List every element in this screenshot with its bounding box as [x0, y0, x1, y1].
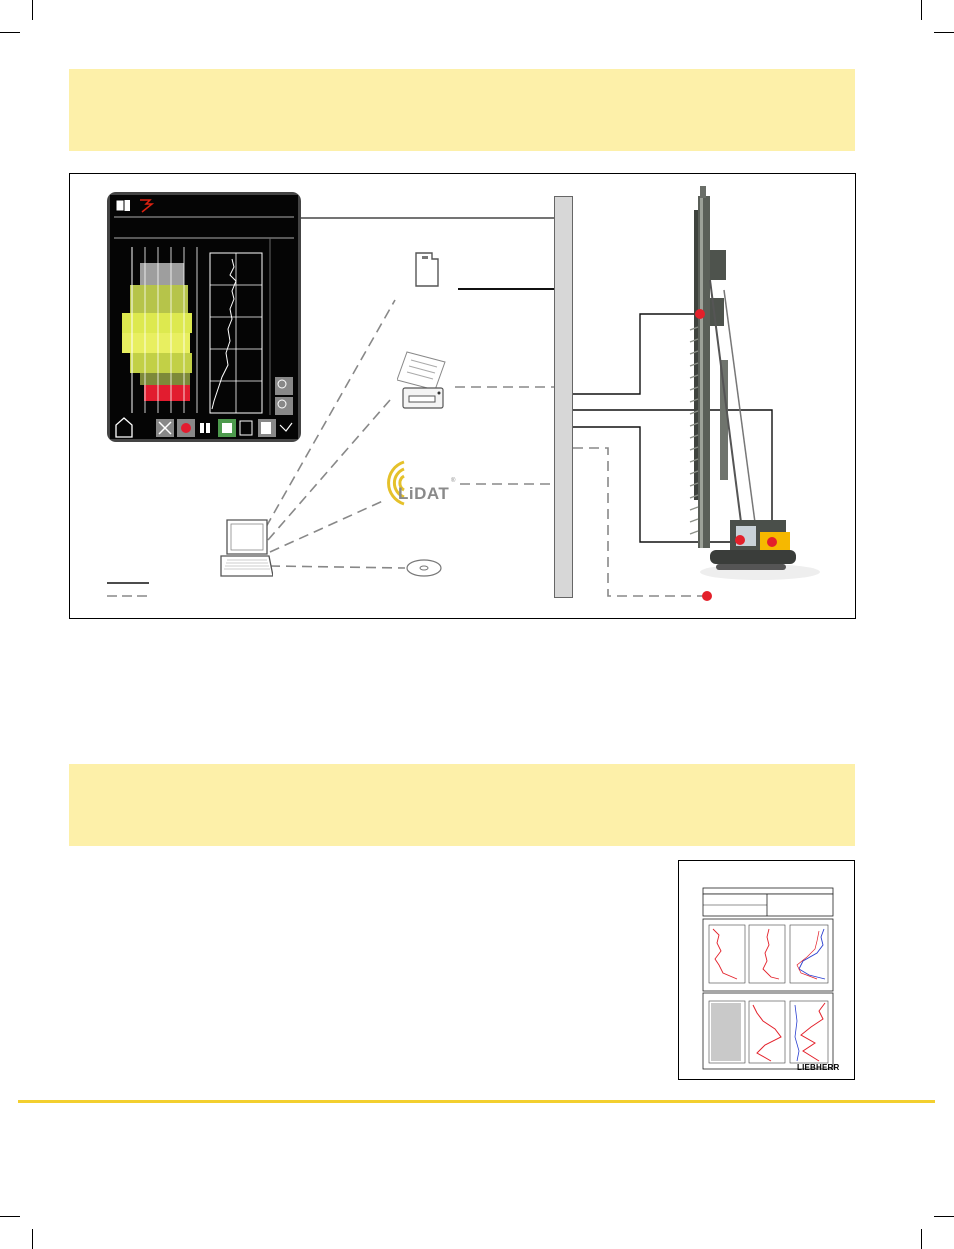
crop-mark — [32, 1229, 33, 1249]
screen-content — [110, 195, 298, 439]
drilling-rig-image — [680, 180, 820, 590]
ground-sensor-point — [702, 591, 712, 601]
footer-accent-rule — [18, 1100, 935, 1103]
registered-mark: ® — [451, 478, 456, 484]
printer-icon — [397, 350, 453, 412]
lidat-logo: LiDAT — [398, 484, 450, 503]
report-thumbnail-content — [679, 861, 854, 1079]
crop-mark — [921, 1229, 922, 1249]
crop-mark — [934, 1216, 954, 1217]
usb-stick-icon — [410, 250, 442, 290]
data-bus-bar — [554, 196, 573, 598]
crop-mark — [0, 1216, 20, 1217]
heading-band-bottom — [69, 764, 855, 846]
laptop-icon — [217, 518, 273, 578]
cd-disc-icon — [405, 557, 443, 579]
display-screen-icon — [107, 192, 301, 442]
report-brand-logo: LIEBHERR — [797, 1063, 840, 1072]
